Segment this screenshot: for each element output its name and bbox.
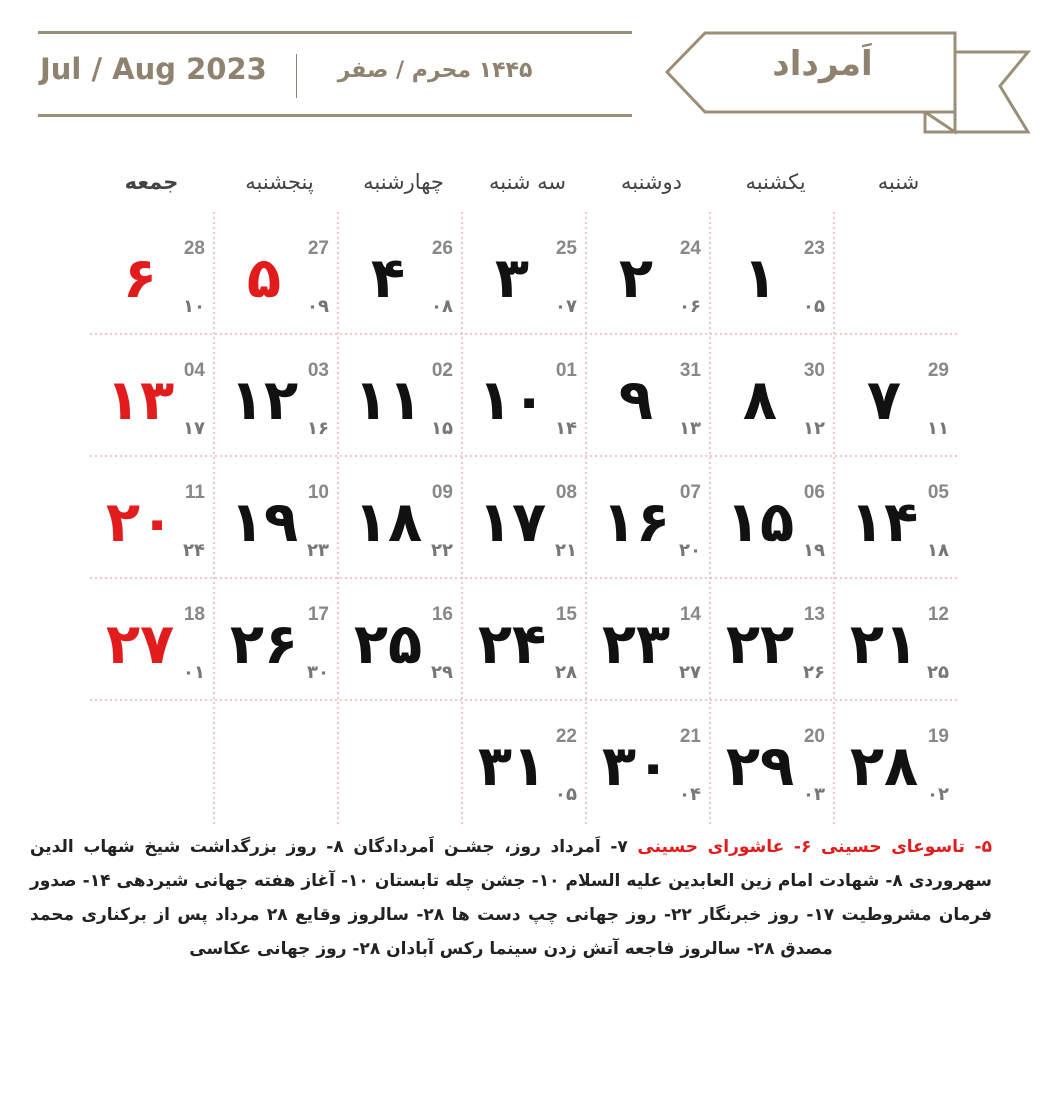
gregorian-day-number: 02 xyxy=(431,360,453,381)
events-occasions: ۷- اَمرداد روز، جشـن اَمردادگان ۸- روز بزرگداشت شیخ شهاب الدین سهروردی ۸- شهادت امام زین العابدین علیه السلام ۱۰- جشن چله تابستان ۱۰- آغاز هفته جهانی شیردهی ۱۴- صدور فرمان مشروطیت ۱۷- روز خبرنگار ۲۲- روز جهانی چپ دست ها ۲۸- سالروز وقایع ۲۸ مرداد پس از برکناری محمد مصدق ۲۸- سالروز فاجعه آتش زدن سینما رکس آبادان ۲۸- روز جهانی عکاسی xyxy=(30,837,993,959)
day-cell[interactable] xyxy=(90,212,213,333)
gregorian-day-number: 23 xyxy=(803,238,825,259)
gregorian-day-number: 06 xyxy=(803,482,825,503)
hijri-day-number: ۰۷ xyxy=(555,296,577,317)
gregorian-day-number: 21 xyxy=(679,726,701,747)
day-cell[interactable] xyxy=(462,212,585,333)
day-cell[interactable] xyxy=(834,578,957,699)
header-divider xyxy=(296,54,297,98)
day-cell[interactable] xyxy=(214,334,337,455)
hijri-day-number: ۲۲ xyxy=(431,540,453,561)
gregorian-month-range: Jul / Aug 2023 xyxy=(40,52,267,86)
hijri-day-number: ۱۲ xyxy=(803,418,825,439)
gregorian-day-number: 16 xyxy=(431,604,453,625)
persian-day-number-holiday: ۲۰ xyxy=(105,490,175,555)
hijri-day-number: ۱۸ xyxy=(927,540,949,561)
persian-day-number: ۱۹ xyxy=(229,490,299,555)
day-cell[interactable] xyxy=(586,700,709,821)
day-cell[interactable] xyxy=(338,212,461,333)
day-cell[interactable] xyxy=(338,578,461,699)
day-cell[interactable] xyxy=(710,700,833,821)
persian-day-number-holiday: ۱۳ xyxy=(105,368,175,433)
persian-day-number: ۲۵ xyxy=(353,612,423,677)
hijri-day-number: ۲۸ xyxy=(555,662,577,683)
persian-day-number: ۱۸ xyxy=(353,490,423,555)
hijri-day-number: ۱۱ xyxy=(927,418,949,439)
persian-day-number-holiday: ۵ xyxy=(246,246,282,311)
hijri-day-number: ۰۵ xyxy=(555,784,577,805)
hijri-day-number: ۰۶ xyxy=(679,296,701,317)
hijri-day-number: ۰۱ xyxy=(183,662,205,683)
day-cell[interactable] xyxy=(586,334,709,455)
hijri-day-number: ۱۴ xyxy=(555,418,577,439)
hijri-day-number: ۲۱ xyxy=(555,540,577,561)
persian-day-number: ۹ xyxy=(618,368,654,433)
day-cell[interactable] xyxy=(834,334,957,455)
day-cell[interactable] xyxy=(214,456,337,577)
day-cell[interactable] xyxy=(338,456,461,577)
hijri-day-number: ۲۶ xyxy=(803,662,825,683)
hijri-day-number: ۱۶ xyxy=(307,418,329,439)
persian-day-number: ۲۱ xyxy=(849,612,919,677)
persian-day-number: ۲ xyxy=(618,246,654,311)
persian-day-number: ۲۴ xyxy=(477,612,547,677)
persian-day-number: ۱۵ xyxy=(725,490,795,555)
persian-day-number: ۸ xyxy=(742,368,778,433)
persian-day-number: ۲۸ xyxy=(849,734,919,799)
weekday-sat: شنبه xyxy=(877,170,920,194)
gregorian-day-number: 05 xyxy=(927,482,949,503)
persian-day-number: ۳۱ xyxy=(477,734,547,799)
gregorian-day-number: 07 xyxy=(679,482,701,503)
gregorian-day-number: 08 xyxy=(555,482,577,503)
gregorian-day-number: 28 xyxy=(183,238,205,259)
day-cell[interactable] xyxy=(586,578,709,699)
gregorian-day-number: 04 xyxy=(183,360,205,381)
gregorian-day-number: 01 xyxy=(555,360,577,381)
header-top-rule xyxy=(38,31,632,34)
persian-day-number: ۷ xyxy=(866,368,902,433)
weekday-mon: دوشنبه xyxy=(620,170,683,194)
persian-day-number: ۱ xyxy=(742,246,778,311)
header-bottom-rule xyxy=(38,114,632,117)
gregorian-day-number: 20 xyxy=(803,726,825,747)
gregorian-day-number: 10 xyxy=(307,482,329,503)
persian-day-number-holiday: ۲۷ xyxy=(105,612,175,677)
hijri-day-number: ۲۴ xyxy=(183,540,205,561)
gregorian-day-number: 11 xyxy=(184,482,205,503)
gregorian-day-number: 12 xyxy=(927,604,949,625)
day-cell[interactable] xyxy=(462,700,585,821)
gregorian-day-number: 25 xyxy=(555,238,577,259)
hijri-day-number: ۲۵ xyxy=(927,662,949,683)
persian-day-number: ۴ xyxy=(370,246,406,311)
gregorian-day-number: 24 xyxy=(679,238,701,259)
day-cell[interactable] xyxy=(586,212,709,333)
weekday-thu: پنجشنبه xyxy=(245,170,314,194)
gregorian-day-number: 09 xyxy=(431,482,453,503)
hijri-day-number: ۰۵ xyxy=(803,296,825,317)
hijri-day-number: ۱۷ xyxy=(183,418,205,439)
gregorian-day-number: 26 xyxy=(431,238,453,259)
hijri-day-number: ۲۰ xyxy=(679,540,701,561)
persian-day-number: ۱۱ xyxy=(353,368,423,433)
hijri-day-number: ۱۳ xyxy=(679,418,701,439)
day-cell[interactable] xyxy=(338,334,461,455)
hijri-day-number: ۰۸ xyxy=(431,296,453,317)
day-cell[interactable] xyxy=(462,578,585,699)
hijri-day-number: ۰۲ xyxy=(927,784,949,805)
weekday-wed: چهارشنبه xyxy=(363,170,444,194)
weekday-sun: یکشنبه xyxy=(745,170,806,194)
gregorian-day-number: 31 xyxy=(679,360,701,381)
gregorian-day-number: 22 xyxy=(555,726,577,747)
hijri-month-range: ۱۴۴۵ محرم / صفر xyxy=(337,58,533,83)
persian-day-number: ۳ xyxy=(494,246,530,311)
day-cell[interactable] xyxy=(834,456,957,577)
gregorian-day-number: 30 xyxy=(803,360,825,381)
calendar-grid xyxy=(90,212,958,824)
hijri-day-number: ۰۳ xyxy=(803,784,825,805)
day-cell[interactable] xyxy=(462,334,585,455)
events-footnote xyxy=(30,830,992,966)
persian-day-number: ۳۰ xyxy=(601,734,671,799)
hijri-day-number: ۱۵ xyxy=(431,418,453,439)
hijri-day-number: ۱۰ xyxy=(183,296,205,317)
day-cell[interactable] xyxy=(90,456,213,577)
gregorian-day-number: 14 xyxy=(679,604,701,625)
hijri-day-number: ۳۰ xyxy=(307,662,329,683)
gregorian-day-number: 29 xyxy=(927,360,949,381)
persian-day-number: ۲۳ xyxy=(601,612,671,677)
hijri-day-number: ۰۹ xyxy=(307,296,329,317)
hijri-day-number: ۲۳ xyxy=(307,540,329,561)
persian-day-number: ۲۹ xyxy=(725,734,795,799)
gregorian-day-number: 19 xyxy=(927,726,949,747)
hijri-day-number: ۱۹ xyxy=(803,540,825,561)
day-cell[interactable] xyxy=(90,578,213,699)
gregorian-day-number: 15 xyxy=(555,604,577,625)
day-cell[interactable] xyxy=(710,456,833,577)
events-holidays: ۵- تاسوعای حسینی ۶- عاشورای حسینی xyxy=(637,837,993,857)
day-cell[interactable] xyxy=(710,578,833,699)
persian-day-number: ۱۴ xyxy=(849,490,919,555)
day-cell[interactable] xyxy=(710,334,833,455)
persian-day-number: ۱۰ xyxy=(477,368,547,433)
gregorian-day-number: 18 xyxy=(183,604,205,625)
persian-day-number: ۱۲ xyxy=(229,368,299,433)
gregorian-day-number: 27 xyxy=(307,238,329,259)
hijri-day-number: ۲۹ xyxy=(431,662,453,683)
gregorian-day-number: 03 xyxy=(307,360,329,381)
day-cell[interactable] xyxy=(214,578,337,699)
gregorian-day-number: 13 xyxy=(803,604,825,625)
persian-day-number-holiday: ۶ xyxy=(122,246,158,311)
day-cell[interactable] xyxy=(834,700,957,821)
persian-day-number: ۱۷ xyxy=(477,490,547,555)
day-cell[interactable] xyxy=(462,456,585,577)
hijri-day-number: ۲۷ xyxy=(679,662,701,683)
persian-month-name: اَمرداد xyxy=(772,44,873,84)
day-cell[interactable] xyxy=(710,212,833,333)
persian-day-number: ۱۶ xyxy=(601,490,671,555)
gregorian-day-number: 17 xyxy=(307,604,329,625)
day-cell[interactable] xyxy=(90,334,213,455)
day-cell[interactable] xyxy=(586,456,709,577)
persian-day-number: ۲۲ xyxy=(725,612,795,677)
hijri-day-number: ۰۴ xyxy=(679,784,701,805)
weekday-tue: سه شنبه xyxy=(488,170,567,194)
persian-day-number: ۲۶ xyxy=(229,612,299,677)
weekday-fri: جمعه xyxy=(124,170,179,194)
day-cell[interactable] xyxy=(214,212,337,333)
